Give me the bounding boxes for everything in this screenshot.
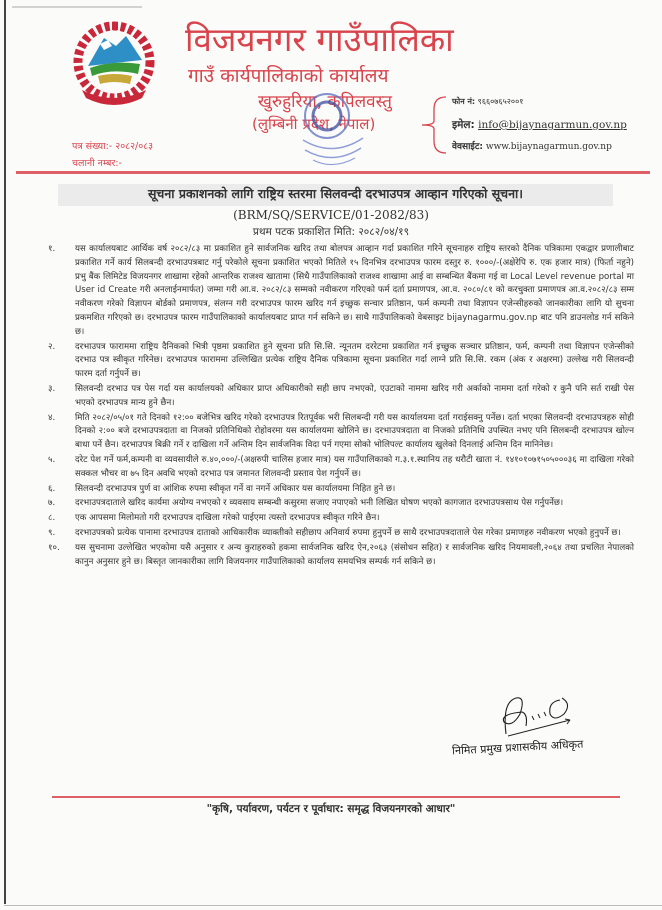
item-text: दरभाउपत्रदाताले खरिद कार्यमा अयोग्य नभएको र व्यवसाय सम्बन्धी कसुरमा सजाए नपाएको भनी लिखित घोषण भएको कागजात दरभाउपत्रसाथ पेस गर्नुपर्नेछ।	[75, 498, 564, 509]
office-stamp	[283, 88, 378, 170]
notice-item	[48, 454, 634, 482]
email-label: इमेल:	[452, 119, 475, 131]
address-line-1: खुरुहुरिया, कपिलवस्तु	[258, 92, 392, 112]
reference-number-label: पत्र संख्या:-	[72, 141, 113, 152]
item-text: दरभाउपत्र फाराममा राष्ट्रिय दैनिकको भित्री पृष्ठमा प्रकाशित हुने सूचना प्रति सि.सि. न्यूनतम दररेटमा प्रकाशित गर्न इच्छुक सञ्चार प्रतिष्ठान, फर्म, कम्पनी तथा विज्ञापन एजेन्सीको दरभाउ पत्र स्वीकृत गरिनेछ। दरभाउपत्र फाराममा उल्लिखित प्रत्येक राष्ट्रिय दैनिक पत्रिकामा सूचना प्रकाशित गर्दा लाग्ने प्रति सि.सि. रकम (अंक र अक्षरमा) उल्लेख गरी सिलवन्दी फारम दर्ता गर्नुपर्ने छ।	[75, 341, 634, 380]
notice-code: (BRM/SQ/SERVICE/01-2082/83)	[233, 208, 429, 222]
address-line-2: (लुम्बिनी प्रदेश, नेपाल)	[252, 115, 376, 133]
notice-body	[48, 243, 634, 570]
reference-number-value: २०८२/०८३	[115, 141, 154, 152]
email-link[interactable]: info@bijaynagarmun.gov.np	[478, 119, 627, 131]
phone-label: फोन नं:	[452, 97, 476, 106]
page-left-border	[4, 0, 6, 904]
website-link[interactable]: www.bijaynagarmun.gov.np	[485, 142, 612, 152]
municipality-name: विजयनगर गाउँपालिका	[185, 20, 454, 59]
page-bottom-border	[4, 905, 662, 906]
notice-item	[48, 483, 634, 497]
notice-item	[48, 341, 634, 382]
item-text: एक आपसमा मिलोमतो गरी दरभाउपत्र दाखिला गरेको पाईएमा त्यस्तो दरभाउपत्र स्वीकृत गरिने छैन।	[75, 513, 380, 524]
item-number: १.	[48, 244, 56, 254]
website-contact	[452, 139, 612, 152]
notice-item	[48, 497, 634, 511]
item-text: मिति २०८२/०५/०१ गते दिनको १२:०० बजेभित्र खरिद गरेको दरभाउपत्र रितपूर्वक भरी सिलबन्दी गरी यस कार्यालयमा दर्ता गराईसक्नु पर्नेछ। दर्ता भएका सिलवन्दी दरभाउपत्रहरु सोही दिनको २:०० बजे दरभाउपत्रदाता वा निजको प्रतिनिधिको रोहोवरमा यस कार्यालयमा खोलिने छ। दरभाउपत्रदाता वा निजको प्रतिनिधि उपस्थित नभए पनि सिलबन्दी दरभाउपत्र खोल्न बाधा पर्ने छैन। दरभाउपत्र बिक्री गर्ने र दाखिला गर्ने अन्तिम दिन सार्वजनिक विदा पर्न गएमा सोको भोलिपल्ट कार्यालय खुलेको दिनलाई अन्तिम दिन मानिनेछ।	[75, 412, 634, 451]
item-number: ९.	[48, 527, 56, 538]
phone-value: ९६६०७६५२००१	[477, 97, 524, 106]
signatory-title: निमित प्रमुख प्रशासकीय अधिकृत	[451, 737, 584, 758]
item-text: दरभाउपत्रको प्रत्येक पानामा दरभाउपत्र दाताको आधिकारीक व्याक्तीको सहीछाप अनिवार्य रुपमा हुनुपर्ने छ साथै दरभाउपत्रदाताले पेस गरेका प्रमाणहरु नवीकरण भएको हुनुपर्ने छ।	[75, 527, 621, 538]
publish-date: प्रथम पटक प्रकाशित मिति: २०८२/०४/१९	[252, 226, 410, 238]
office-name: गाउँ कार्यपालिकाको कार्यालय	[188, 65, 389, 87]
notice-title: सूचना प्रकाशनको लागि राष्ट्रिय स्तरमा सिलवन्दी दरभाउपत्र आव्हान गरिएको सूचना।	[147, 186, 523, 201]
footer-motto: "कृषि, पर्यावरण, पर्यटन र पूर्वाधार: समृद्ध विजयनगरको आधार"	[206, 803, 456, 815]
item-number: २.	[48, 341, 56, 352]
nepal-emblem-icon	[72, 20, 156, 110]
reference-number	[72, 139, 153, 152]
notice-item	[48, 412, 634, 453]
item-text: सिलवन्दी दरभाउपत्र पुर्ण वा आंशिक रुपमा स्वीकृत गर्ने वा नगर्ने अधिकार यस कार्यालयमा निहित हुने छ।	[75, 483, 396, 494]
item-number: ५.	[48, 454, 56, 465]
email-contact	[452, 118, 627, 132]
item-text: दरेट पेश गर्ने फर्म,कम्पनी वा व्यवसायीले रु.४०,०००/-(अक्षरुपी चालिस हजार मात्र) यस गाउँपालिकाको ग.३.१.स्थानिय तह धरौटी खाता नं. १४१०१०७१५०५०००३६ मा दाखिला गरेको सक्कल भौचर वा ७५ दिन अवधि भएको दरभाउ पत्र जमानत शिलवन्दी प्रस्ताव पेश गर्नुपर्ने छ।	[75, 454, 634, 479]
item-number: ३.	[48, 383, 56, 394]
handwritten-signature	[498, 692, 576, 740]
footer-divider	[52, 796, 620, 798]
contact-brace-icon	[418, 95, 448, 155]
item-number: ८.	[48, 513, 56, 524]
scan-artifact	[12, 6, 142, 8]
item-text: यस सुचनामा उल्लेखित भएकोमा यसै अनुसार र अन्य कुराहरुको हकमा सार्वजनिक खरिद ऐन,२०६३ (संसोधन सहित) र सार्वजनिक खरिद नियमावली,२०६४ तथा प्रचलित नेपालको कानुन अनुसार हुने छ। बिस्तृत जानकारीका लागि विजयनगर गाउँपालिकाको कार्यालय समयभित्र सम्पर्क गर्न सकिने छ।	[75, 542, 634, 567]
notice-item	[48, 243, 634, 340]
item-text: यस कार्यालयबाट आर्थिक वर्ष २०८२/८३ मा प्रकाशित हुने सार्वजनिक खरिद तथा बोलपत्र आव्हान गर्दा प्रकाशित गरिने सूचनाहरु राष्ट्रिय स्तरको दैनिक पत्रिकामा एकद्वार प्रणालीबाट प्रकाशित गर्ने कार्य सिलबन्दी दरभाउपत्रबाट गर्नु परेकोले सूचना प्रकाशित भएको मितिले १५ दिनभित्र दरभाउपत्र फारम दस्तुर रु. १०००/-(अक्षेरेपि रु. एक हजार मात्र) (फिर्ता नहुने) प्रभु बैंक लिमिटेड विजयनगर शाखामा रहेको आन्तरिक राजश्व खातामा (सिधै गाउँपालिकाको राजश्व शाखामा आई वा सम्बन्धित बैंकमा गई वा Local Level revenue portal मा User id Create गरी अनलाईनमार्फत) जम्मा गरी आ.व. २०८२/८३ सम्मको नवीकरण गरिएको फर्म दर्ता प्रमाणपत्र, आ.व. २०८०/८१ को करचुक्ता प्रमाणपत्र आ.व.२०८२/८३ सम्म नवीकरण गरेको विज्ञापन बोर्डको प्रमाणपत्र, संलग्न गरी दरभाउपत्र फारम खरिद गर्न इच्छुक सन्चार प्रतिष्ठान, फर्म कम्पनी तथा विज्ञापन एजेन्सीहरुको जानकारीका लागि यो सुचना प्रकमशित गरिएको छ। दरभाउपत्र फारम गाउँपालिकाको कार्यालयबाट प्राप्त गर्न सकिने छ। साथै गाउँपालिकको वेबसाइट bijaynagarmu.gov.np बाट पनि डाउनलोड गर्न सकिने छ।	[75, 244, 634, 337]
notice-item	[48, 527, 634, 541]
dispatch-number-label: चलानी नम्बर:-	[72, 158, 122, 169]
dispatch-number	[72, 156, 122, 169]
phone-contact	[452, 96, 523, 107]
header-divider	[16, 171, 650, 174]
item-number: ७.	[48, 498, 56, 509]
notice-item	[48, 542, 634, 570]
item-number: ४.	[48, 412, 56, 423]
item-text: सिलवन्दी दरभाउ पत्र पेस गर्दा यस कार्यालयको अधिकार प्राप्त अधिकारीको सही छाप नभएको, एउटाको नाममा खरिद गरी अर्काको नाममा दर्ता गरेको र कुनै पनि सर्त राखी पेस भएको दरभाउपत्र मान्य हुने छैन।	[75, 383, 634, 408]
item-number: १०.	[48, 542, 60, 553]
website-label: वेवसाईट:	[452, 142, 483, 152]
notice-item	[48, 383, 634, 411]
notice-item	[48, 512, 634, 526]
item-number: ६.	[48, 483, 56, 494]
